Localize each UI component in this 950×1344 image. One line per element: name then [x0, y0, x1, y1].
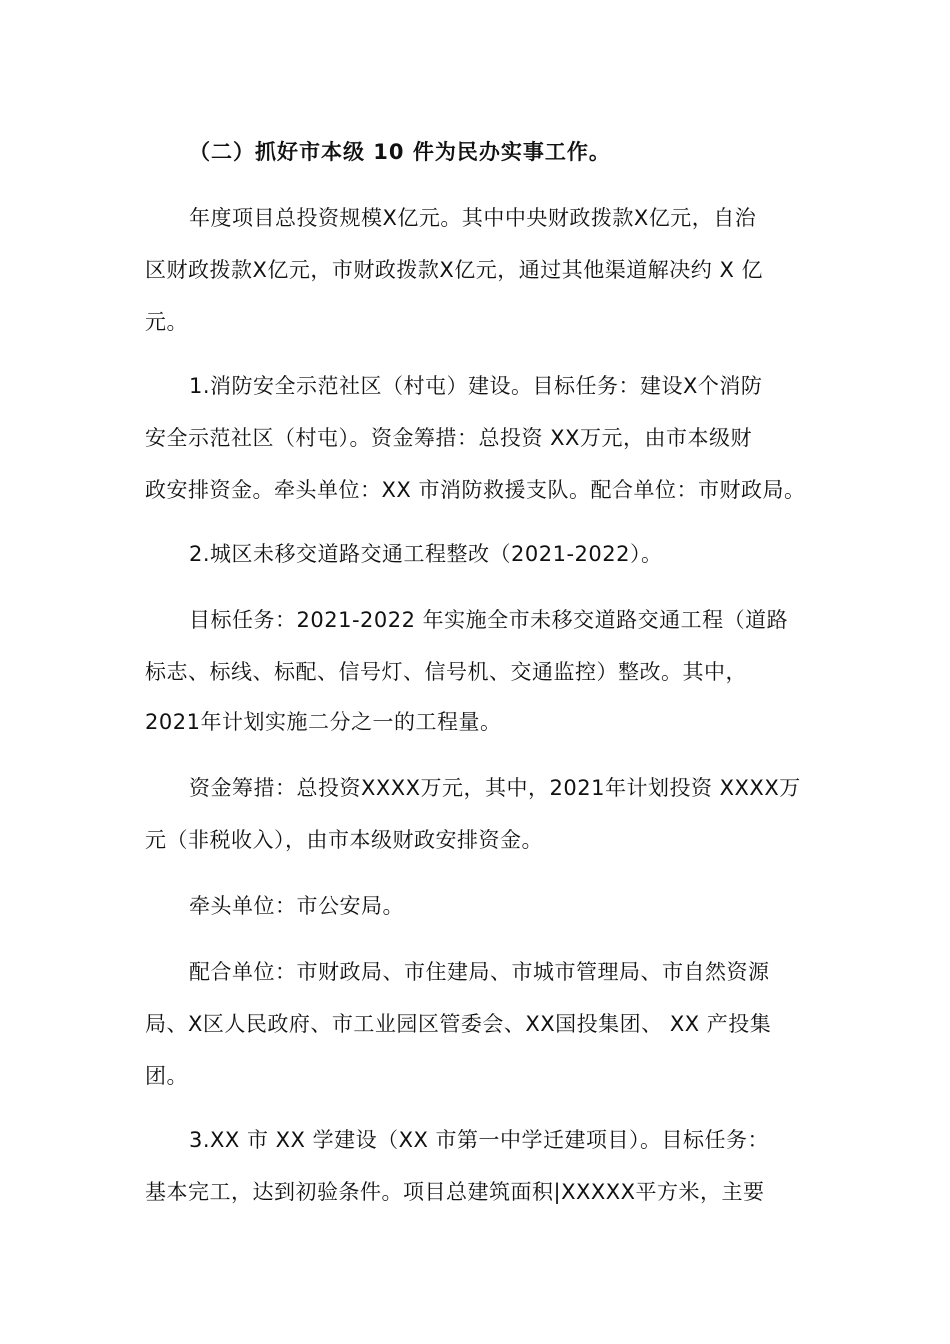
paragraph-line: 元。 — [145, 310, 188, 334]
paragraph-line: 配合单位：市财政局、市住建局、市城市管理局、市自然资源 — [189, 960, 770, 984]
paragraph-line: 局、X区人民政府、市工业园区管委会、XX国投集团、 XX 产投集 — [145, 1012, 772, 1036]
paragraph-line: 年度项目总投资规模X亿元。其中中央财政拨款X亿元，自治 — [189, 206, 757, 230]
section-heading: （二）抓好市本级 10 件为民办实事工作。 — [189, 140, 611, 164]
paragraph-line: 标志、标线、标配、信号灯、信号机、交通监控）整改。其中， — [145, 660, 747, 684]
paragraph-line: 3.XX 市 XX 学建设（XX 市第一中学迁建项目）。目标任务： — [189, 1128, 770, 1152]
paragraph-line: 区财政拨款X亿元，市财政拨款X亿元，通过其他渠道解决约 X 亿 — [145, 258, 764, 282]
paragraph-line: 安全示范社区（村屯）。资金筹措：总投资 XX万元，由市本级财 — [145, 426, 752, 450]
paragraph-line: 团。 — [145, 1064, 188, 1088]
paragraph-line: 2021年计划实施二分之一的工程量。 — [145, 710, 502, 734]
paragraph-line: 政安排资金。牵头单位：XX 市消防救援支队。配合单位：市财政局。 — [145, 478, 806, 502]
paragraph-line: 基本完工，达到初验条件。项目总建筑面积|XXXXX平方米，主要 — [145, 1180, 765, 1204]
paragraph-line: 目标任务：2021-2022 年实施全市未移交道路交通工程（道路 — [189, 608, 789, 632]
paragraph-line: 元（非税收入），由市本级财政安排资金。 — [145, 828, 543, 852]
paragraph-line: 1.消防安全示范社区（村屯）建设。目标任务：建设X个消防 — [189, 374, 763, 398]
paragraph-line: 2.城区未移交道路交通工程整改（2021-2022）。 — [189, 542, 663, 566]
paragraph-line: 资金筹措：总投资XXXX万元，其中，2021年计划投资 XXXX万 — [189, 776, 801, 800]
paragraph-line: 牵头单位：市公安局。 — [189, 894, 404, 918]
